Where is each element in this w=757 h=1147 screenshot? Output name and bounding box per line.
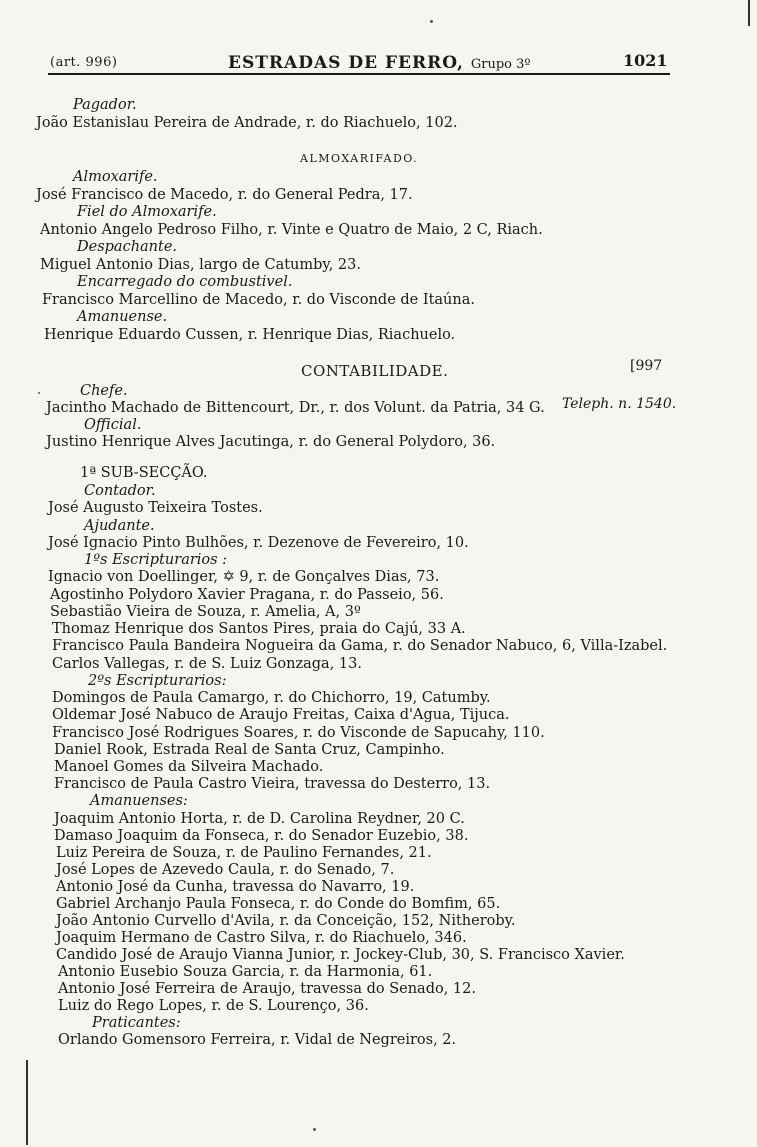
entry-line: Praticantes: bbox=[92, 1015, 181, 1031]
entry-line: Antonio José da Cunha, travessa do Navarro, 19. bbox=[56, 879, 415, 895]
entry-line: Thomaz Henrique dos Santos Pires, praia do Cajú, 33 A. bbox=[52, 621, 466, 637]
entry-line: Justino Henrique Alves Jacutinga, r. do General Polydoro, 36. bbox=[46, 434, 496, 450]
entry-line: ALMOXARIFADO. bbox=[300, 152, 419, 165]
entry-line: 1ª SUB-SECÇÃO. bbox=[80, 465, 208, 481]
page-edge-mark bbox=[748, 0, 750, 26]
entry-line: Antonio José Ferreira de Araujo, travessa do Senado, 12. bbox=[58, 981, 476, 997]
entry-line: Henrique Eduardo Cussen, r. Henrique Dias, Riachuelo. bbox=[44, 327, 456, 343]
entry-line: 1ºs Escripturarios : bbox=[84, 552, 228, 568]
entry-line: Official. bbox=[84, 417, 142, 433]
entry-line: Amanuenses: bbox=[90, 793, 188, 809]
entry-line: Ignacio von Doellinger, ✡ 9, r. de Gonçalves Dias, 73. bbox=[48, 569, 440, 585]
entry-line: Francisco Paula Bandeira Nogueira da Gama, r. do Senador Nabuco, 6, Villa-Izabel. bbox=[52, 638, 668, 654]
entry-line: José Ignacio Pinto Bulhões, r. Dezenove de Fevereiro, 10. bbox=[48, 535, 469, 551]
entry-line: Joaquim Antonio Horta, r. de D. Carolina Reydner, 20 C. bbox=[54, 811, 465, 827]
entry-line: Francisco Marcellino de Macedo, r. do Visconde de Itaúna. bbox=[42, 292, 475, 308]
running-title-text: ESTRADAS DE FERRO, bbox=[228, 53, 464, 73]
margin-note: [997 bbox=[630, 358, 663, 374]
entry-line: João Estanislau Pereira de Andrade, r. do Riachuelo, 102. bbox=[36, 115, 458, 131]
group-label: Grupo 3º bbox=[470, 57, 531, 72]
entry-line: Oldemar José Nabuco de Araujo Freitas, Caixa d'Agua, Tijuca. bbox=[52, 707, 510, 723]
entry-line: Candido José de Araujo Vianna Junior, r. Jockey-Club, 30, S. Francisco Xavier. bbox=[56, 947, 625, 963]
entry-line: Daniel Rook, Estrada Real de Santa Cruz, Campinho. bbox=[54, 742, 445, 758]
entry-line: Damaso Joaquim da Fonseca, r. do Senador Euzebio, 38. bbox=[54, 828, 469, 844]
entry-line: Domingos de Paula Camargo, r. do Chichorro, 19, Catumby. bbox=[52, 690, 491, 706]
entry-line: Ajudante. bbox=[84, 518, 155, 534]
entry-line: Amanuense. bbox=[77, 309, 168, 325]
entry-line: Pagador. bbox=[73, 97, 137, 113]
entry-line: Francisco de Paula Castro Vieira, travessa do Desterro, 13. bbox=[54, 776, 491, 792]
entry-line: Antonio Angelo Pedroso Filho, r. Vinte e Quatro de Maio, 2 C, Riach. bbox=[40, 222, 543, 238]
entry-line: 2ºs Escripturarios: bbox=[88, 673, 227, 689]
header-rule bbox=[48, 73, 670, 75]
entry-line: Gabriel Archanjo Paula Fonseca, r. do Conde do Bomfim, 65. bbox=[56, 896, 501, 912]
entry-line: Manoel Gomes da Silveira Machado. bbox=[54, 759, 324, 775]
entry-line: José Augusto Teixeira Tostes. bbox=[48, 500, 263, 516]
entry-line: João Antonio Curvello d'Avila, r. da Conceição, 152, Nitheroby. bbox=[56, 913, 516, 929]
entry-line: Joaquim Hermano de Castro Silva, r. do Riachuelo, 346. bbox=[56, 930, 467, 946]
entry-line: José Francisco de Macedo, r. do General Pedra, 17. bbox=[36, 187, 413, 203]
entry-line: CONTABILIDADE. bbox=[301, 362, 449, 380]
entry-line: Despachante. bbox=[77, 239, 178, 255]
entry-line: Agostinho Polydoro Xavier Pragana, r. do Passeio, 56. bbox=[50, 587, 444, 603]
entry-line: Jacintho Machado de Bittencourt, Dr., r. dos Volunt. da Patria, 34 G. bbox=[46, 400, 545, 416]
entry-line: Luiz do Rego Lopes, r. de S. Lourenço, 36. bbox=[58, 998, 369, 1014]
entry-line: Luiz Pereira de Souza, r. de Paulino Fernandes, 21. bbox=[56, 845, 432, 861]
entry-line: Miguel Antonio Dias, largo de Catumby, 23. bbox=[40, 257, 361, 273]
entry-line: Almoxarife. bbox=[73, 169, 158, 185]
entry-line: Contador. bbox=[84, 483, 156, 499]
entry-line: Antonio Eusebio Souza Garcia, r. da Harmonia, 61. bbox=[58, 964, 433, 980]
entry-line: Chefe. bbox=[80, 383, 128, 399]
ink-speck bbox=[430, 20, 433, 23]
running-title bbox=[228, 53, 531, 73]
entry-line: José Lopes de Azevedo Caula, r. do Senado, 7. bbox=[56, 862, 395, 878]
entry-line: Sebastião Vieira de Souza, r. Amelia, A, 3º bbox=[50, 604, 361, 620]
entry-line: Carlos Vallegas, r. de S. Luiz Gonzaga, 13. bbox=[52, 656, 362, 672]
ink-speck bbox=[313, 1128, 316, 1131]
entry-line: Orlando Gomensoro Ferreira, r. Vidal de Negreiros, 2. bbox=[58, 1032, 457, 1048]
ink-speck bbox=[38, 392, 40, 394]
entry-line: Encarregado do combustivel. bbox=[77, 274, 293, 290]
article-reference: (art. 996) bbox=[50, 55, 118, 70]
entry-line: Fiel do Almoxarife. bbox=[77, 204, 217, 220]
page-number: 1021 bbox=[623, 51, 668, 70]
entry-line: Francisco José Rodrigues Soares, r. do Visconde de Sapucahy, 110. bbox=[52, 725, 545, 741]
page-edge-mark bbox=[26, 1060, 28, 1145]
margin-note: Teleph. n. 1540. bbox=[562, 396, 677, 412]
